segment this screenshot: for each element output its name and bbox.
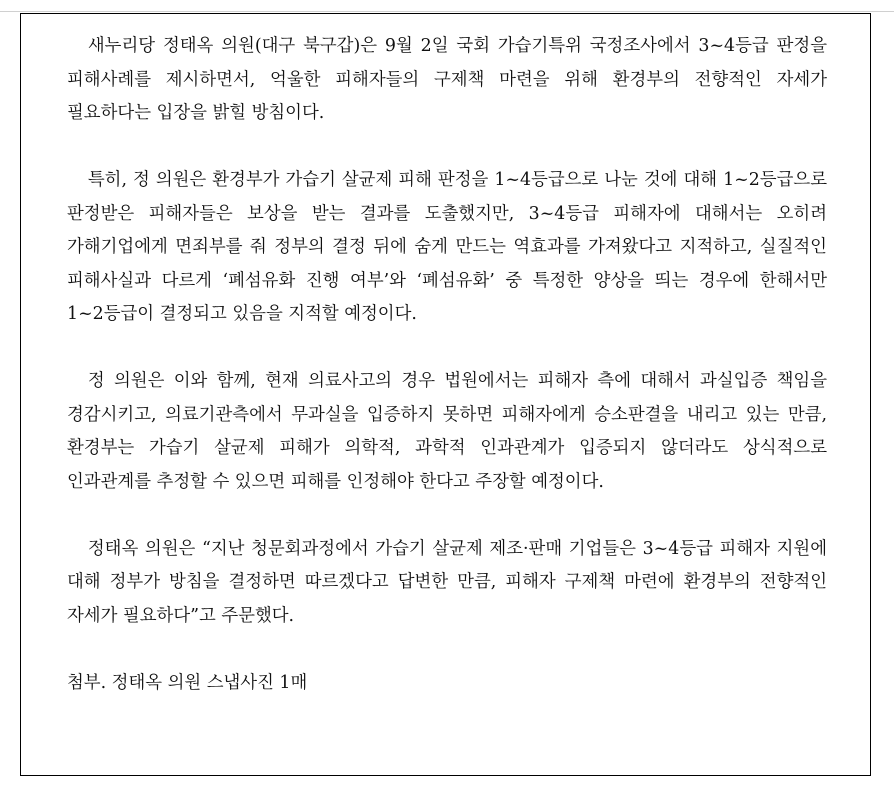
document-body[interactable] (67, 30, 827, 700)
paragraph-grading-criticism[interactable]: 특히, 정 의원은 환경부가 가습기 살균제 피해 판정을 1~4등급으로 나눈 것에 대해 1~2등급으로 판정받은 피해자들은 보상을 받는 결과를 도출했지만, 3~4등급 피해자에 대해서는 오히려 가해기업에게 면죄부를 줘 정부의 결정 뒤에 숨게 만드는 역효과를 가져왔다고 지적하고, 실질적인 피해사실과 다르게 ‘폐섬유화 진행 여부’와 ‘폐섬유화’ 중 특정한 양상을 띄는 경우에 한해서만 1~2등급이 결정되고 있음을 지적할 예정이다. (67, 170, 827, 324)
paragraph-intro[interactable]: 새누리당 정태옥 의원(대구 북구갑)은 9월 2일 국회 가습기특위 국정조사에서 3~4등급 판정을 피해사례를 제시하면서, 억울한 피해자들의 구제책 마련을 위해 환경부의 전향적인 자세가 필요하다는 입장을 밝힐 방침이다. (67, 36, 827, 123)
paragraph-quote[interactable]: 정태옥 의원은 “지난 청문회과정에서 가습기 살균제 제조·판매 기업들은 3~4등급 피해자 지원에 대해 정부가 방침을 결정하면 따르겠다고 답변한 만큼, 피해자 구제책 마련에 환경부의 전향적인 자세가 필요하다”고 주문했다. (67, 538, 827, 626)
paragraph-causation-argument[interactable]: 정 의원은 이와 함께, 현재 의료사고의 경우 법원에서는 피해자 측에 대해서 과실입증 책임을 경감시키고, 의료기관측에서 무과실을 입증하지 못하면 피해자에게 승소판결을 내리고 있는 만큼, 환경부는 가습기 살균제 피해가 의학적, 과학적 인과관계가 입증되지 않더라도 상식적으로 인과관계를 추정할 수 있으면 피해를 인정해야 한다고 주장할 예정이다. (67, 371, 827, 492)
ruler-line (0, 11, 894, 12)
paragraph-attachment[interactable]: 첨부. 정태옥 의원 스냅사진 1매 (67, 672, 308, 693)
